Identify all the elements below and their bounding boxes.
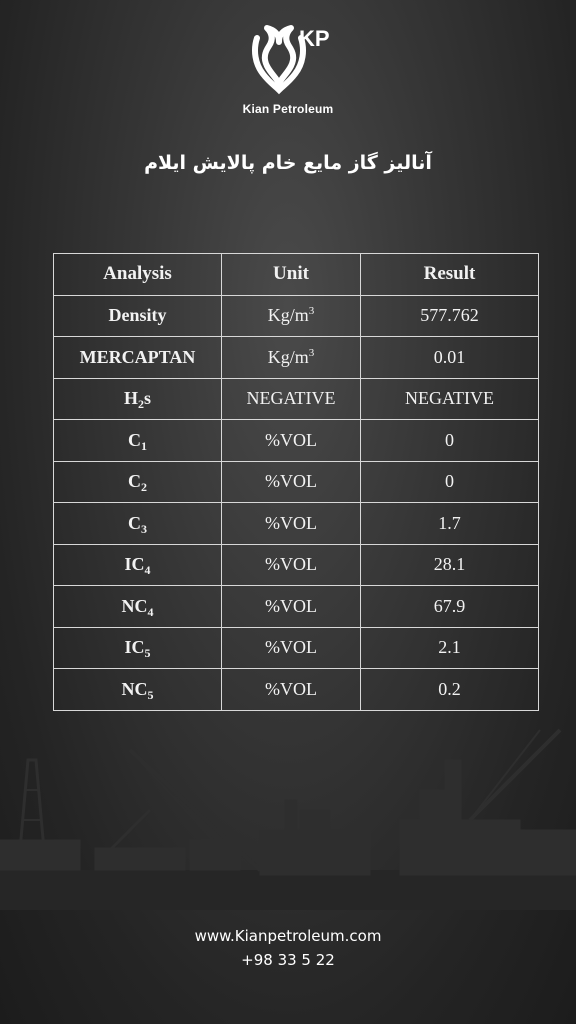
- kp-shield-logo-icon: [243, 20, 333, 100]
- analysis-parameter: Density: [54, 295, 222, 337]
- unit-cell: %VOL: [222, 627, 361, 669]
- logo-monogram: KP: [299, 26, 330, 51]
- analysis-parameter: $C_2$: [54, 461, 222, 503]
- table-row: [54, 586, 539, 628]
- analysis-parameter: $C_1$: [54, 420, 222, 462]
- table-header-row: [54, 254, 539, 296]
- analysis-parameter: $IC_4$: [54, 544, 222, 586]
- analysis-parameter: $NC_5$: [54, 669, 222, 711]
- unit-cell: %VOL: [222, 669, 361, 711]
- result-cell: 28.1: [361, 544, 539, 586]
- table-row: [54, 295, 539, 337]
- unit-cell: %VOL: [222, 586, 361, 628]
- brand-name: Kian Petroleum: [242, 102, 334, 116]
- offshore-rig-skyline-illustration: [0, 720, 576, 910]
- unit-cell: %VOL: [222, 503, 361, 545]
- column-header-unit: Unit: [222, 254, 361, 296]
- result-cell: 0.01: [361, 337, 539, 379]
- result-cell: 1.7: [361, 503, 539, 545]
- table-row: [54, 461, 539, 503]
- analysis-parameter: $NC_4$: [54, 586, 222, 628]
- page-title: آنالیز گاز مایع خام پالایش ایلام: [144, 152, 432, 174]
- footer: [0, 924, 576, 972]
- table-row: [54, 627, 539, 669]
- analysis-parameter: MERCAPTAN: [54, 337, 222, 379]
- result-cell: 67.9: [361, 586, 539, 628]
- table-row: [54, 420, 539, 462]
- result-cell: NEGATIVE: [361, 378, 539, 420]
- brand-logo: [0, 20, 576, 116]
- table-row: [54, 378, 539, 420]
- unit-cell: $Kg/m^3$: [222, 295, 361, 337]
- result-cell: 0: [361, 461, 539, 503]
- table-row: [54, 503, 539, 545]
- column-header-result: Result: [361, 254, 539, 296]
- result-cell: 0.2: [361, 669, 539, 711]
- column-header-analysis: Analysis: [54, 254, 222, 296]
- result-cell: 2.1: [361, 627, 539, 669]
- unit-cell: %VOL: [222, 461, 361, 503]
- table-row: [54, 544, 539, 586]
- unit-cell: %VOL: [222, 544, 361, 586]
- unit-cell: $Kg/m^3$: [222, 337, 361, 379]
- phone-number: +98 33 5 22: [241, 951, 335, 969]
- table-row: [54, 669, 539, 711]
- analysis-table: [53, 253, 539, 711]
- analysis-parameter: $IC_5$: [54, 627, 222, 669]
- unit-cell: %VOL: [222, 420, 361, 462]
- table-row: [54, 337, 539, 379]
- website-link[interactable]: www.Kianpetroleum.com: [194, 927, 382, 945]
- analysis-parameter: $H_2s$: [54, 378, 222, 420]
- analysis-parameter: $C_3$: [54, 503, 222, 545]
- unit-cell: NEGATIVE: [222, 378, 361, 420]
- result-cell: 577.762: [361, 295, 539, 337]
- result-cell: 0: [361, 420, 539, 462]
